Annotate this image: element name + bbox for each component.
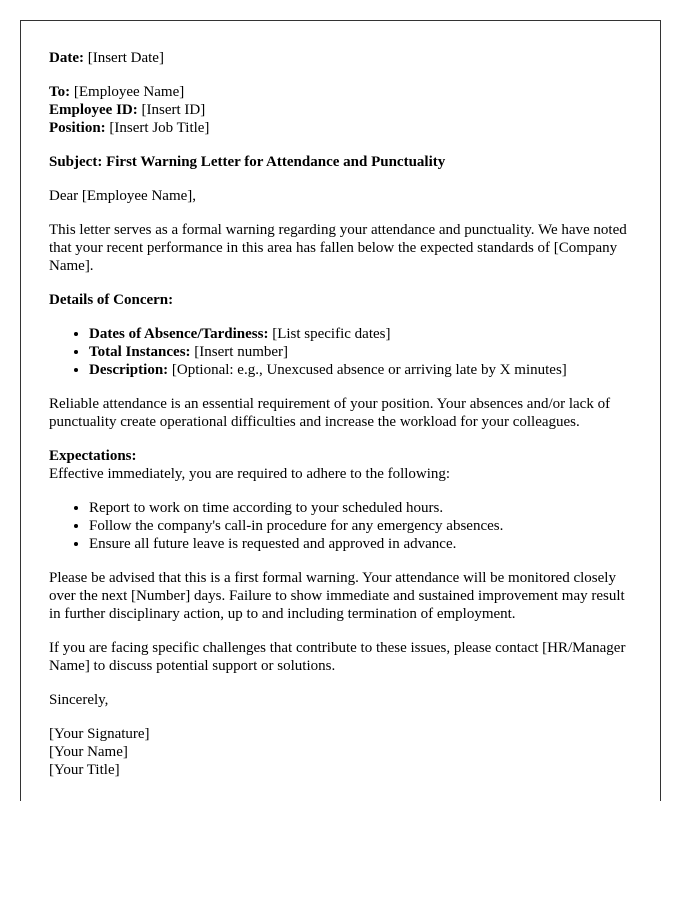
position-label: Position: xyxy=(49,120,106,136)
to-label: To: xyxy=(49,84,71,100)
support-paragraph: If you are facing specific challenges that contribute to these issues, please contact [HR/Manager Name] to discuss potential support or solutions. xyxy=(49,640,626,674)
employee-id-label: Employee ID: xyxy=(49,102,138,118)
details-heading-line xyxy=(49,291,632,309)
date-value: [Insert Date] xyxy=(83,50,164,66)
signature-block xyxy=(49,725,632,779)
signature: [Your Signature] xyxy=(49,726,150,742)
to-value: [Employee Name] xyxy=(70,84,185,100)
date-label: Date: xyxy=(49,50,84,66)
list-item: • Report to work on time according to your scheduled hours. xyxy=(89,499,632,517)
closing: Sincerely, xyxy=(49,692,109,708)
warning-paragraph: Please be advised that this is a first formal warning. Your attendance will be monitored closely over the next [Number] days. Failure to show immediate and sustained improvement may result in further disciplinary action, up to and including termination of employment. xyxy=(49,570,625,622)
list-item xyxy=(89,361,632,379)
reliability-paragraph: Reliable attendance is an essential requirement of your position. Your absences and/or lack of punctuality create operational difficulties and increase the workload for your colleagues. xyxy=(49,396,611,430)
subject: Subject: First Warning Letter for Attendance and Punctuality xyxy=(49,154,446,170)
item-value: [Insert number] xyxy=(190,344,289,360)
list-item: • Follow the company's call-in procedure for any emergency absences. xyxy=(89,517,632,535)
intro-paragraph: This letter serves as a formal warning regarding your attendance and punctuality. We have noted that your recent performance in this area has fallen below the expected standards of [Company Name]. xyxy=(49,222,627,274)
expectations-list xyxy=(49,499,632,553)
item-label: Description: xyxy=(89,362,169,378)
list-item: • Ensure all future leave is requested and approved in advance. xyxy=(89,535,632,553)
expectations-heading: Expectations: xyxy=(49,448,137,464)
sender-name: [Your Name] xyxy=(49,744,128,760)
expectations-intro: Effective immediately, you are required to adhere to the following: xyxy=(49,466,451,482)
list-item xyxy=(89,343,632,361)
subject-line xyxy=(49,153,632,171)
employee-id-value: [Insert ID] xyxy=(137,102,206,118)
recipient-block xyxy=(49,83,632,137)
position-value: [Insert Job Title] xyxy=(105,120,210,136)
item-label: Dates of Absence/Tardiness: xyxy=(89,326,269,342)
item-value: [List specific dates] xyxy=(268,326,391,342)
details-heading: Details of Concern: xyxy=(49,292,174,308)
salutation: Dear [Employee Name], xyxy=(49,188,197,204)
details-list xyxy=(49,325,632,379)
sender-title: [Your Title] xyxy=(49,762,120,778)
item-value: [Optional: e.g., Unexcused absence or arriving late by X minutes] xyxy=(168,362,567,378)
letter-page xyxy=(20,20,661,801)
list-item xyxy=(89,325,632,343)
date-line xyxy=(49,49,632,67)
expectations-block xyxy=(49,447,632,483)
item-label: Total Instances: xyxy=(89,344,191,360)
